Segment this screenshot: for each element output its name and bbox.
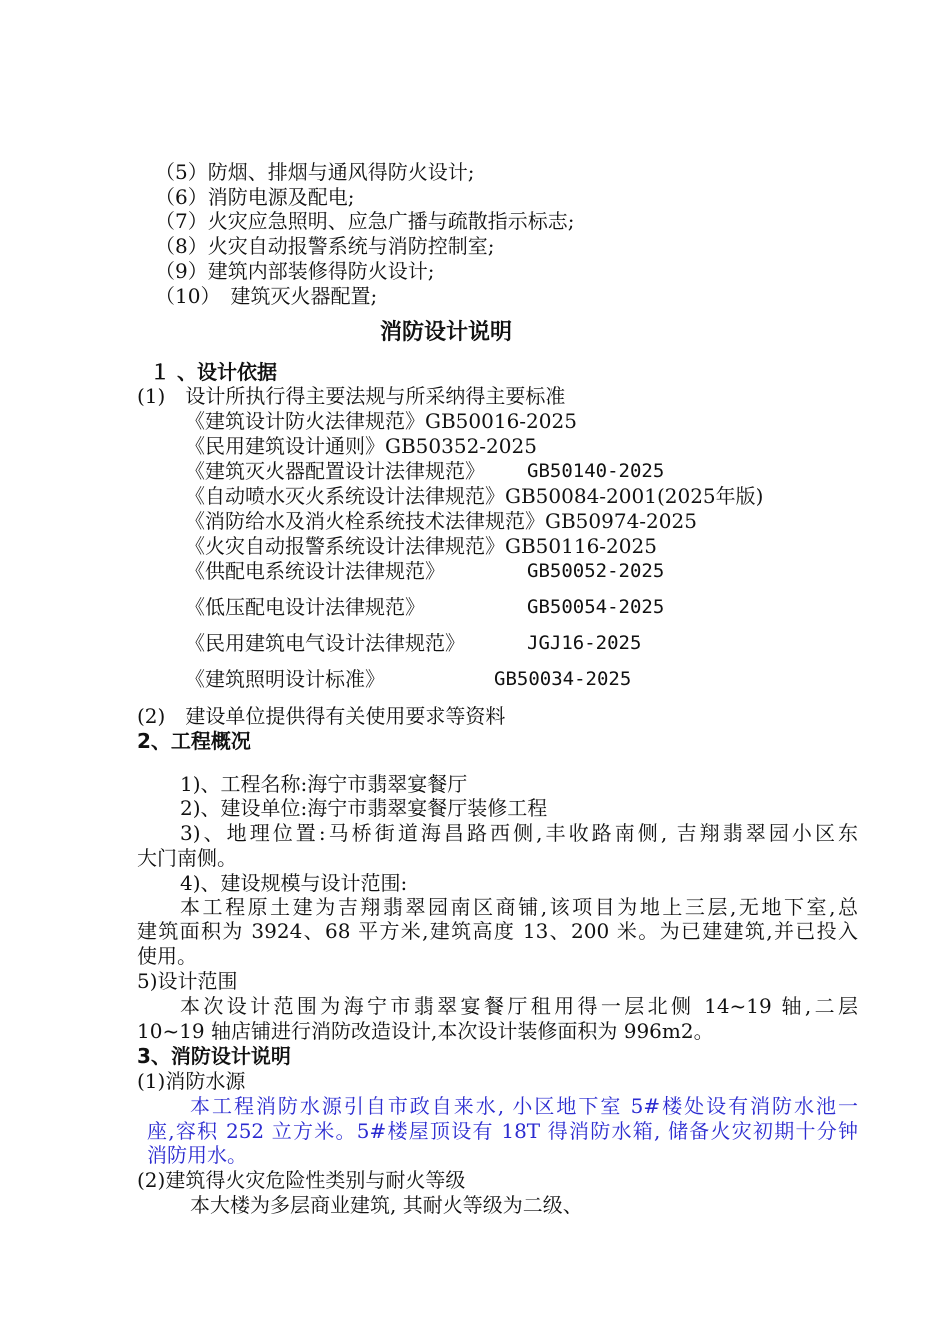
reference-name: 《民用建筑电气设计法律规范》 — [185, 631, 465, 655]
section-item: (2) 建设单位提供得有关使用要求等资料 — [137, 704, 506, 728]
reference-name: 《火灾自动报警系统设计法律规范》GB50116-2025 — [185, 534, 657, 558]
list-item: （6）消防电源及配电; — [155, 185, 355, 209]
paragraph: 3)、地理位置:马桥街道海昌路西侧,丰收路南侧, 吉翔翡翠园小区东 — [180, 821, 858, 845]
reference-name: 《消防给水及消火栓系统技术法律规范》GB50974-2025 — [185, 509, 697, 533]
paragraph: 2)、建设单位:海宁市翡翠宴餐厅装修工程 — [180, 796, 548, 820]
paragraph: 本工程消防水源引自市政自来水, 小区地下室 5#楼处设有消防水池一 — [190, 1094, 858, 1118]
reference-name: 《建筑设计防火法律规范》GB50016-2025 — [185, 409, 577, 433]
reference-name: 《自动喷水灭火系统设计法律规范》GB50084-2001(2025年版) — [185, 484, 764, 508]
page-title: 消防设计说明 — [380, 320, 513, 345]
reference-name: 《民用建筑设计通则》GB50352-2025 — [185, 434, 537, 458]
reference-code: JGJ16-2025 — [527, 632, 642, 654]
list-item: （10） 建筑灭火器配置; — [155, 284, 378, 308]
list-item: （9）建筑内部装修得防火设计; — [155, 259, 435, 283]
reference-code: GB50140-2025 — [527, 460, 665, 482]
subsection-heading: (1)消防水源 — [137, 1069, 246, 1093]
paragraph: 10~19 轴店铺进行消防改造设计,本次设计装修面积为 996m2。 — [137, 1019, 714, 1043]
section-heading: 2、工程概况 — [137, 729, 251, 753]
reference-name: 《低压配电设计法律规范》 — [185, 595, 425, 619]
paragraph: 建筑面积为 3924、68 平方米,建筑高度 13、200 米。为已建建筑,并已投入 — [137, 919, 858, 943]
reference-code: GB50052-2025 — [527, 560, 665, 582]
paragraph: 4)、建设规模与设计范围: — [180, 871, 408, 895]
paragraph: 5)设计范围 — [137, 969, 238, 993]
list-item: （7）火灾应急照明、应急广播与疏散指示标志; — [155, 209, 575, 233]
paragraph: 1)、工程名称:海宁市翡翠宴餐厅 — [180, 772, 468, 796]
paragraph: 消防用水。 — [147, 1143, 247, 1167]
section-heading: １ 、设计依据 — [150, 360, 277, 384]
list-item: （5）防烟、排烟与通风得防火设计; — [155, 160, 475, 184]
reference-code: GB50034-2025 — [494, 668, 632, 690]
reference-name: 《供配电系统设计法律规范》 — [185, 559, 445, 583]
reference-code: GB50054-2025 — [527, 596, 665, 618]
paragraph: 大门南侧。 — [137, 846, 237, 870]
reference-name: 《建筑灭火器配置设计法律规范》 — [185, 459, 485, 483]
section-item: (1) 设计所执行得主要法规与所采纳得主要标准 — [137, 384, 566, 408]
reference-name: 《建筑照明设计标准》 — [185, 667, 385, 691]
paragraph: 座,容积 252 立方米。5#楼屋顶设有 18T 得消防水箱, 储备火灾初期十分钟 — [147, 1119, 858, 1143]
paragraph: 本次设计范围为海宁市翡翠宴餐厅租用得一层北侧 14~19 轴,二层 — [180, 994, 858, 1018]
paragraph: 使用。 — [137, 944, 197, 968]
list-item: （8）火灾自动报警系统与消防控制室; — [155, 234, 495, 258]
paragraph: 本大楼为多层商业建筑, 其耐火等级为二级、 — [190, 1193, 583, 1217]
paragraph: 本工程原土建为吉翔翡翠园南区商铺,该项目为地上三层,无地下室,总 — [180, 895, 858, 919]
subsection-heading: (2)建筑得火灾危险性类别与耐火等级 — [137, 1168, 466, 1192]
section-heading: 3、消防设计说明 — [137, 1044, 291, 1068]
